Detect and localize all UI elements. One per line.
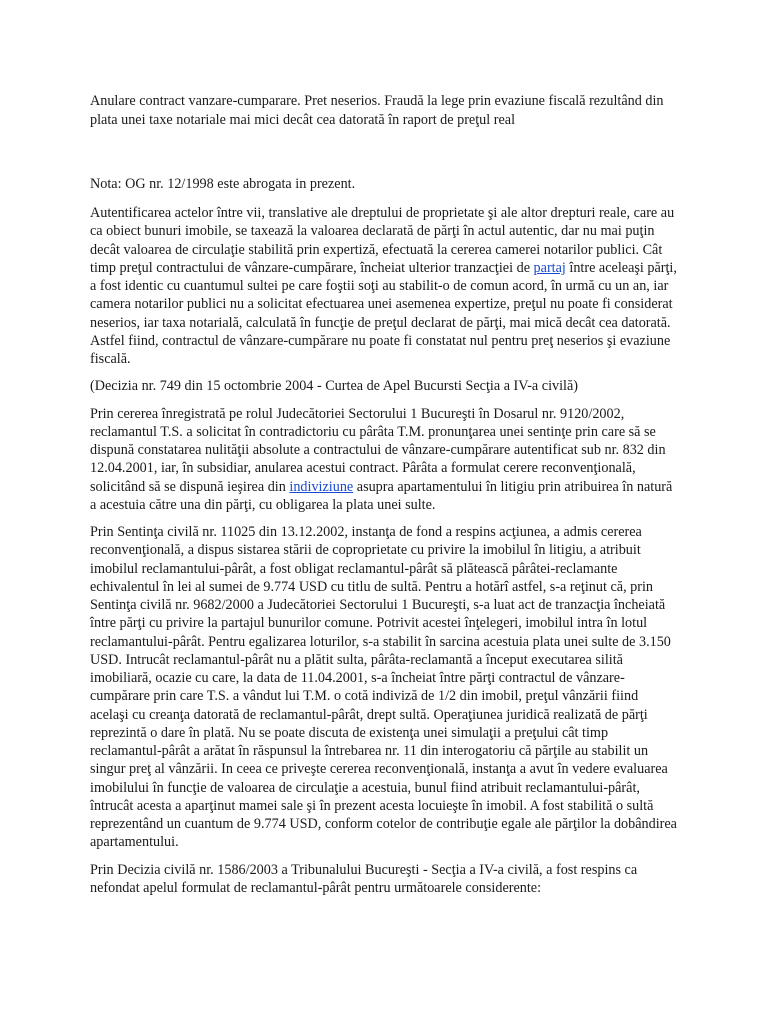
indiviziune-link[interactable]: indiviziune (289, 478, 354, 495)
abrogation-note: Nota: OG nr. 12/1998 este abrogata in prezent. (90, 176, 356, 192)
partaj-link[interactable]: partaj (533, 259, 566, 276)
first-instance-paragraph: Prin Sentinţa civilă nr. 11025 din 13.12.2002, instanţa de fond a respins acţiunea, a admis cererea reconvenţională, a dispus sistarea stării de coproprietate cu privire la imobilul în litigiu, a atribuit imobilul reclamantului-pârât, a fost obligat reclamantul-pârât să plătească pârâtei-reclamante echivalentul în lei al sumei de 9.774 USD cu titlu de sultă. Pentru a hotărî astfel, s-a reţinut că, prin Sentinţa civilă nr. 9682/2000 a Judecătoriei Sectorului 1 Bucureşti, s-a luat act de tranzacţia încheiată între părţi cu privire la partajul bunurilor comune. Potrivit acestei înţelegeri, imobilul intra în lotul reclamantului-pârât. Pentru egalizarea loturilor, s-a stabilit în sarcina acestuia plata unei sulte de 3.150 USD. Intrucât reclamantul-pârât nu a plătit sulta, pârâta-reclamantă a început executarea silită imobiliară, ocazie cu care, la data de 11.04.2001, s-a încheiat între părţi contractul de vânzare-cumpărare prin care T.S. a vândut lui T.M. o cotă indiviză de 1/2 din imobil, preţul vânzării fiind acelaşi cu creanţa datorată de reclamantul-pârât, drept sultă. Operaţiunea juridică realizată de părţi reprezintă o dare în plată. Nu se poate discuta de existenţa unei simulaţii a preţului cât timp reclamantul-pârât a arătat în răspunsul la întrebarea nr. 11 din interogatoriu că părţile au stabilit un singur preţ al vânzării. In ceea ce priveşte cererea reconvenţională, instanţa a avut în vedere evaluarea imobilului în funcţie de valoarea de circulaţie a acestuia, bunul fiind atribuit reclamantului-pârât, întrucât acesta a aparţinut mamei sale şi în prezent acesta locuieşte în imobil. A fost stabilită o sultă reprezentând un cuantum de 9.774 USD, conform cotelor de contribuţie egale ale părţilor la dobândirea apartamentului. (90, 524, 677, 851)
claim-paragraph (90, 405, 678, 515)
document-page (90, 92, 678, 897)
summary-text-after-link: între aceleaşi părţi, a fost identic cu cuantumul sultei pe care foştii soţi au stabilit-o de comun acord, în urmă cu un an, iar camera notarilor publici nu a solicitat efectuarea unei asemenea expertize, preţul nu poate fi considerat neserios, iar taxa notarială, calculată în funcţie de preţul declarat de părţi, mai mică decât cea datorată. Astfel fiind, contractul de vânzare-cumpărare nu poate fi constatat nul pentru preţ neserios şi evaziune fiscală. (90, 259, 677, 367)
claim-text-after-link: asupra apartamentului în litigiu prin atribuirea în natură a acestuia către una din părţi, cu obligarea la plata unei sulte. (90, 478, 673, 513)
document-title: Anulare contract vanzare-cumparare. Pret neserios. Fraudă la lege prin evaziune fiscală rezultând din plata unei taxe notariale mai mici decât cea datorată în raport de preţul real (90, 93, 664, 128)
summary-paragraph (90, 204, 678, 368)
claim-text-before-link: Prin cererea înregistrată pe rolul Judecătoriei Sectorului 1 Bucureşti în Dosarul nr. 9120/2002, reclamantul T.S. a solicitat în contradictoriu cu pârâta T.M. pronunţarea unei sentinţe prin care să se dispună constatarea nulităţii absolute a contractului de vânzare-cumpărare autentificat sub nr. 832 din 12.04.2001, iar, în subsidiar, anularea acestui contract. Pârâta a formulat cerere reconvenţională, solicitând să se dispună ieşirea din (90, 405, 666, 495)
decision-reference: (Decizia nr. 749 din 15 octombrie 2004 - Curtea de Apel Bucursti Secţia a IV-a civilă) (90, 378, 579, 395)
appeal-paragraph: Prin Decizia civilă nr. 1586/2003 a Tribunalului Bucureşti - Secţia a IV-a civilă, a fost respins ca nefondat apelul formulat de reclamantul-pârât pentru următoarele considerente: (90, 861, 638, 896)
summary-text-before-link: Autentificarea actelor între vii, translative ale dreptului de proprietate şi ale altor drepturi reale, care au ca obiect bunuri imobile, se taxează la valoarea declarată de părţi în actul autentic, dar nu mai puţin decât valoarea de circulaţie stabilită prin expertiză, efectuată la cererea camerei notarilor publici. Cât timp preţul contractului de vânzare-cumpărare, încheiat ulterior tranzacţiei de (90, 205, 675, 276)
